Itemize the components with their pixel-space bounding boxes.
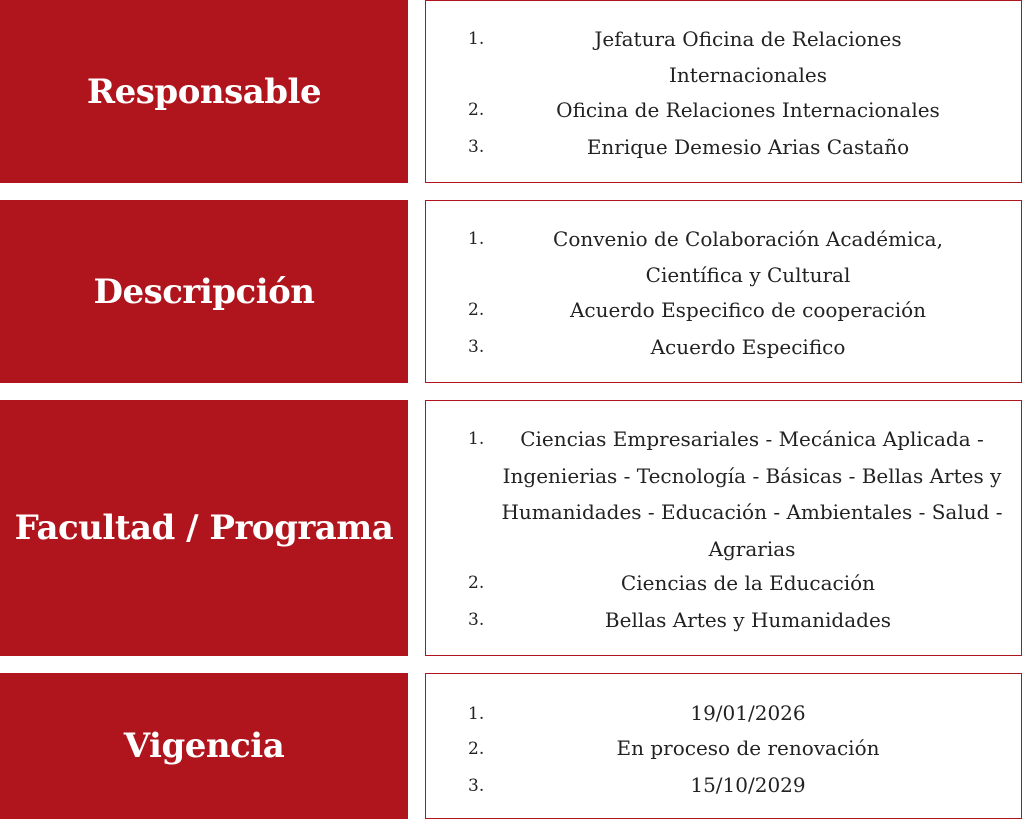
item-text: Jefatura Oficina de Relaciones Internacionales <box>594 27 902 87</box>
facultad-label-box <box>0 400 408 656</box>
facultad-label: Facultad / Programa <box>14 508 394 548</box>
item-number: 2. <box>468 739 485 759</box>
item-text: Oficina de Relaciones Internacionales <box>556 98 940 122</box>
descripcion-content-box <box>425 200 1022 383</box>
item-text: 15/10/2029 <box>690 773 806 797</box>
item-text: Enrique Demesio Arias Castaño <box>586 135 910 159</box>
item-text: Acuerdo Especifico <box>650 335 846 359</box>
item-number: 3. <box>468 137 485 157</box>
responsable-content-box <box>425 0 1022 183</box>
item-number: 2. <box>468 100 485 120</box>
vigencia-label-box <box>0 673 408 819</box>
section-vigencia <box>0 673 1024 819</box>
facultad-content-box <box>425 400 1022 656</box>
vigencia-label: Vigencia <box>123 726 285 766</box>
responsable-label: Responsable <box>86 71 322 112</box>
item-number: 1. <box>468 29 485 49</box>
item-number: 1. <box>468 429 485 449</box>
descripcion-label: Descripción <box>93 271 315 312</box>
item-number: 1. <box>468 229 485 249</box>
item-number: 1. <box>468 704 485 724</box>
item-text: Bellas Artes y Humanidades <box>604 608 892 632</box>
item-number: 3. <box>468 776 485 796</box>
item-number: 3. <box>468 610 485 630</box>
item-text: Ciencias Empresariales - Mecánica Aplicada - Ingenierias - Tecnología - Básicas - Bellas Artes y Humanidades - Educación - Ambientales - Salud - Agrarias <box>501 427 1003 561</box>
item-number: 2. <box>468 573 485 593</box>
section-responsable <box>0 0 1024 183</box>
section-facultad-programa <box>0 400 1024 656</box>
item-number: 2. <box>468 300 485 320</box>
descripcion-label-box <box>0 200 408 383</box>
responsable-label-box <box>0 0 408 183</box>
item-text: Acuerdo Especifico de cooperación <box>569 298 927 322</box>
section-descripcion <box>0 200 1024 383</box>
item-text: En proceso de renovación <box>616 736 880 760</box>
vigencia-content-box <box>425 673 1022 819</box>
item-text: Convenio de Colaboración Académica, Científica y Cultural <box>553 227 943 287</box>
item-text: 19/01/2026 <box>690 701 806 725</box>
item-text: Ciencias de la Educación <box>620 571 876 595</box>
item-number: 3. <box>468 337 485 357</box>
